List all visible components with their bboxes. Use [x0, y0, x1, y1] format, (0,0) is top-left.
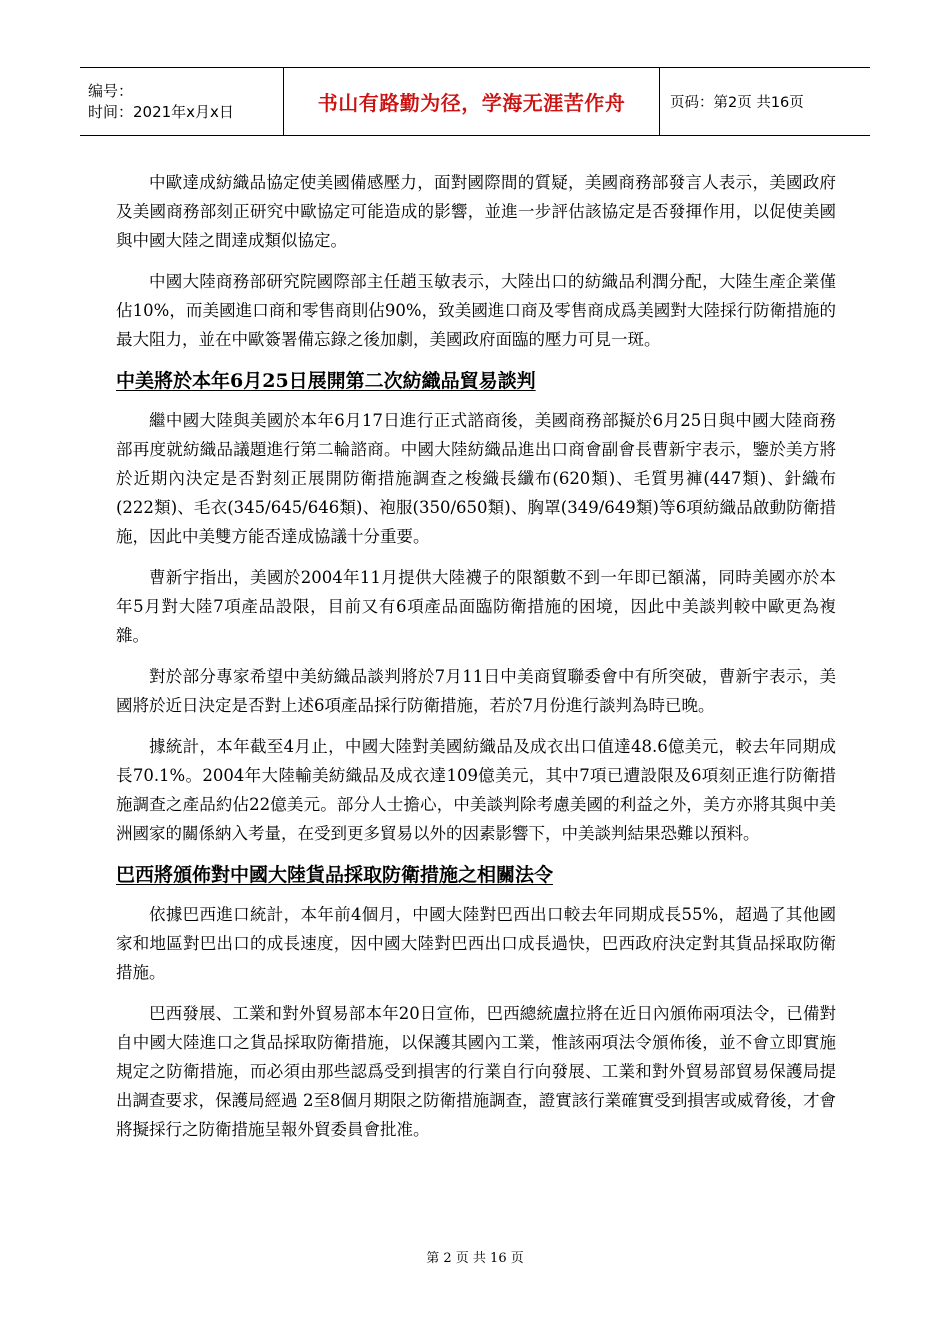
header-number-label: 编号： [88, 81, 134, 100]
section-heading: 中美將於本年6月25日展開第二次紡織品貿易談判 [116, 370, 536, 392]
header-meta-cell [80, 68, 284, 135]
section-heading: 巴西將頒佈對中國大陸貨品採取防衛措施之相關法令 [116, 864, 554, 886]
paragraph: 繼中國大陸與美國於本年6月17日進行正式諮商後，美國商務部擬於6月25日與中國大陸商務部再度就紡織品議題進行第二輪諮商。中國大陸紡織品進出口商會副會長曹新宇表示，鑒於美方將於近期內決定是否對刻正展開防衛措施調查之梭織長纖布(620類)、毛質男褲(447類)、針織布(222類)、毛衣(345/645/646類)、袍服(350/650類)、胸罩(349/649類)等6項紡織品啟動防衛措施，因此中美雙方能否達成協議十分重要。 [116, 411, 836, 546]
paragraph: 據統計，本年截至4月止，中國大陸對美國紡織品及成衣出口值達48.6億美元，較去年同期成長70.1%。2004年大陸輸美紡織品及成衣達109億美元，其中7項已遭設限及6項刻正進行防衛措施調查之產品約佔22億美元。部分人士擔心，中美談判除考慮美國的利益之外，美方亦將其與中美洲國家的關係納入考量，在受到更多貿易以外的因素影響下，中美談判結果恐難以預料。 [116, 737, 836, 843]
header-motto-cell [284, 68, 660, 135]
document-header [80, 67, 870, 136]
paragraph: 依據巴西進口統計，本年前4個月，中國大陸對巴西出口較去年同期成長55%，超過了其他國家和地區對巴出口的成長速度，因中國大陸對巴西出口成長過快，巴西政府決定對其貨品採取防衛措施。 [116, 905, 836, 982]
footer-page-number: 第 2 页 共 16 页 [426, 1251, 524, 1266]
paragraph: 中歐達成紡織品協定使美國備感壓力，面對國際間的質疑，美國商務部發言人表示，美國政府及美國商務部刻正研究中歐協定可能造成的影響，並進一步評估該協定是否發揮作用，以促使美國與中國大陸之間達成類似協定。 [116, 173, 836, 250]
paragraph: 中國大陸商務部研究院國際部主任趙玉敏表示，大陸出口的紡織品利潤分配，大陸生產企業僅佔10%，而美國進口商和零售商則佔90%，致美國進口商及零售商成爲美國對大陸採行防衛措施的最大阻力，並在中歐簽署備忘錄之後加劇，美國政府面臨的壓力可見一斑。 [116, 272, 836, 349]
paragraph: 巴西發展、工業和對外貿易部本年20日宣佈，巴西總統盧拉將在近日內頒佈兩項法令，已備對自中國大陸進口之貨品採取防衛措施，以保護其國內工業，惟該兩項法令頒佈後，並不會立即實施規定之防衛措施，而必須由那些認爲受到損害的行業自行向發展、工業和對外貿易部貿易保護局提出調查要求，保護局經過 2至8個月期限之防衛措施調查，證實該行業確實受到損害或威脅後，才會將擬採行之防衛措施呈報外貿委員會批准。 [116, 1004, 836, 1139]
paragraph: 曹新宇指出，美國於2004年11月提供大陸襪子的限額數不到一年即已額滿，同時美國亦於本年5月對大陸7項產品設限，目前又有6項產品面臨防衛措施的困境，因此中美談判較中歐更為複雜。 [116, 568, 836, 645]
paragraph: 對於部分專家希望中美紡織品談判將於7月11日中美商貿聯委會中有所突破，曹新宇表示，美國將於近日決定是否對上述6項產品採行防衛措施，若於7月份進行談判為時已晚。 [116, 667, 836, 715]
header-motto: 书山有路勤为径，学海无涯苦作舟 [317, 91, 626, 115]
header-page-cell [660, 68, 870, 135]
page-footer [0, 1247, 950, 1266]
header-page-code: 页码：第2页 共16页 [670, 95, 804, 111]
header-time-label: 时间：2021年x月x日 [88, 102, 234, 121]
document-body [116, 168, 836, 1156]
